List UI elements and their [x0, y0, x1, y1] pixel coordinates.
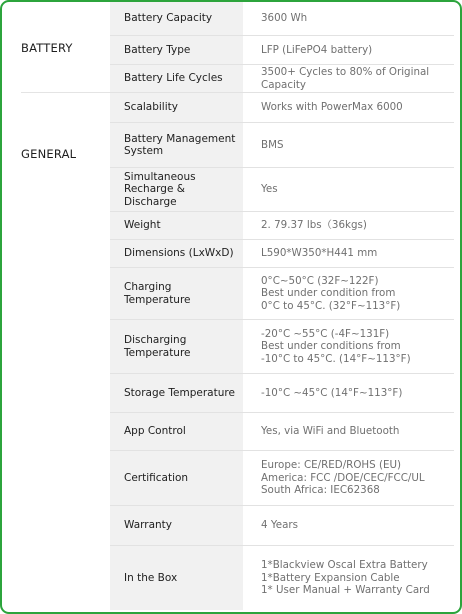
spec-label: Storage Temperature: [110, 374, 243, 412]
spec-row-charging-temperature: [110, 268, 454, 320]
spec-label: Simultaneous Recharge & Discharge: [110, 168, 243, 211]
spec-value: LFP (LiFePO4 battery): [261, 43, 373, 56]
spec-value: -10°C ~45°C (14°F~113°F): [261, 386, 403, 399]
spec-row-battery-life-cycles: [110, 65, 454, 93]
spec-row-bms: [110, 123, 454, 168]
spec-value: 0°C~50°C (32F~122F) Best under condition from 0°C to 45°C. (32°F~113°F): [261, 274, 401, 312]
category-general: GENERAL: [21, 147, 77, 161]
spec-row-weight: [110, 212, 454, 240]
spec-label: Scalability: [110, 93, 243, 122]
spec-value: Yes: [261, 183, 278, 196]
category-divider: [21, 92, 110, 93]
spec-label: Battery Life Cycles: [110, 65, 243, 92]
spec-value: 3600 Wh: [261, 12, 308, 25]
spec-label: Battery Management System: [110, 123, 243, 167]
category-battery: BATTERY: [21, 41, 73, 55]
spec-row-discharging-temperature: [110, 320, 454, 374]
spec-row-battery-capacity: [110, 2, 454, 36]
spec-label: Battery Type: [110, 36, 243, 64]
spec-label: Warranty: [110, 506, 243, 545]
spec-value: Europe: CE/RED/ROHS (EU) America: FCC /DOE/CEC/FCC/UL South Africa: IEC62368: [261, 459, 425, 497]
spec-value: Works with PowerMax 6000: [261, 101, 403, 114]
spec-value: 3500+ Cycles to 80% of Original Capacity: [261, 65, 430, 91]
spec-row-recharge-discharge: [110, 168, 454, 212]
spec-row-certification: [110, 451, 454, 506]
spec-label: App Control: [110, 413, 243, 450]
spec-row-dimensions: [110, 240, 454, 268]
spec-value: -20°C ~55°C (-4F~131F) Best under conditions from -10°C to 45°C. (14°F~113°F): [261, 327, 411, 365]
spec-row-scalability: [110, 93, 454, 123]
spec-value: 1*Blackview Oscal Extra Battery 1*Battery Expansion Cable 1* User Manual + Warranty Card: [261, 559, 430, 597]
spec-row-app-control: [110, 413, 454, 451]
spec-row-battery-type: [110, 36, 454, 65]
spec-value: L590*W350*H441 mm: [261, 247, 378, 260]
spec-grid: [110, 2, 454, 610]
spec-value: 4 Years: [261, 519, 298, 532]
spec-label: Certification: [110, 451, 243, 505]
spec-label: Dimensions (LxWxD): [110, 240, 243, 267]
spec-label: Battery Capacity: [110, 2, 243, 35]
spec-value: BMS: [261, 138, 284, 151]
spec-label: Discharging Temperature: [110, 320, 243, 373]
spec-row-storage-temperature: [110, 374, 454, 413]
spec-row-in-the-box: [110, 546, 454, 610]
spec-label: Charging Temperature: [110, 268, 243, 319]
spec-value: 2. 79.37 lbs（36kgs): [261, 219, 367, 232]
spec-row-warranty: [110, 506, 454, 546]
spec-label: Weight: [110, 212, 243, 239]
spec-value: Yes, via WiFi and Bluetooth: [261, 425, 400, 438]
spec-label: In the Box: [110, 546, 243, 610]
